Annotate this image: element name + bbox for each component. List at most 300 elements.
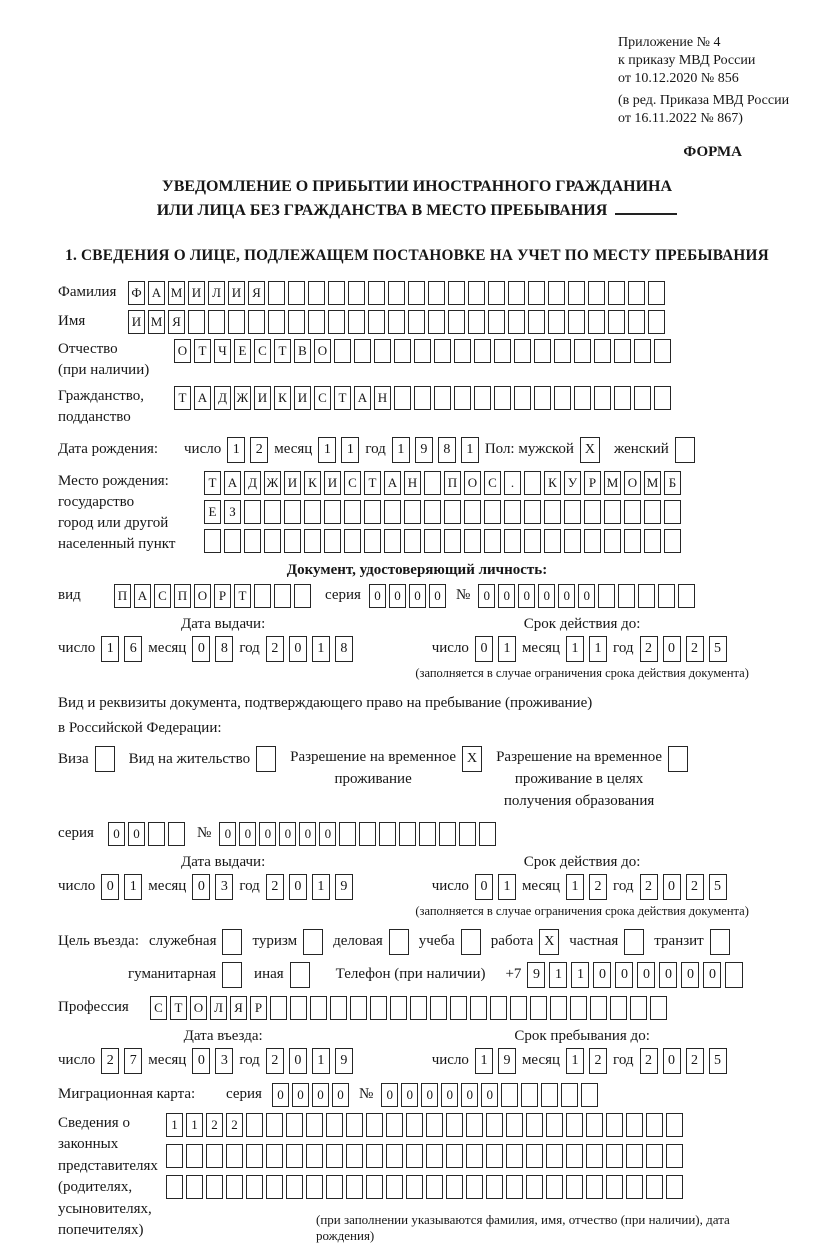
form-cell[interactable]	[394, 339, 411, 363]
form-cell[interactable]: К	[274, 386, 291, 410]
form-cell[interactable]: .	[504, 471, 521, 495]
form-cell[interactable]: Т	[174, 386, 191, 410]
form-cell[interactable]	[566, 1113, 583, 1137]
form-cell[interactable]	[286, 1113, 303, 1137]
form-cell[interactable]	[204, 529, 221, 553]
form-cell[interactable]	[168, 822, 185, 846]
form-cell[interactable]: М	[644, 471, 661, 495]
form-cell[interactable]	[334, 339, 351, 363]
form-cell[interactable]: 0	[593, 962, 611, 988]
form-cell[interactable]	[650, 996, 667, 1020]
form-cell[interactable]	[584, 500, 601, 524]
form-cell[interactable]: С	[484, 471, 501, 495]
form-cell[interactable]	[648, 310, 665, 334]
form-cell[interactable]	[608, 281, 625, 305]
form-cell[interactable]: 1	[498, 636, 516, 662]
form-cell[interactable]: 1	[312, 874, 330, 900]
form-cell[interactable]	[604, 500, 621, 524]
form-cell[interactable]: О	[190, 996, 207, 1020]
form-cell[interactable]: 0	[703, 962, 721, 988]
form-cell[interactable]	[306, 1113, 323, 1137]
form-cell[interactable]: И	[128, 310, 145, 334]
form-cell[interactable]: 0	[429, 584, 446, 608]
form-cell[interactable]: 0	[299, 822, 316, 846]
form-cell[interactable]	[474, 386, 491, 410]
form-cell[interactable]: Ж	[234, 386, 251, 410]
form-cell[interactable]	[450, 996, 467, 1020]
form-cell[interactable]: 0	[475, 636, 493, 662]
form-cell[interactable]	[346, 1113, 363, 1137]
form-cell[interactable]	[359, 822, 376, 846]
form-cell[interactable]: 0	[101, 874, 119, 900]
form-cell[interactable]: 1	[571, 962, 589, 988]
form-cell[interactable]	[246, 1113, 263, 1137]
form-cell[interactable]	[548, 310, 565, 334]
form-cell[interactable]	[588, 281, 605, 305]
form-cell[interactable]	[628, 281, 645, 305]
form-cell[interactable]: М	[604, 471, 621, 495]
form-cell[interactable]	[410, 996, 427, 1020]
form-cell[interactable]	[368, 281, 385, 305]
form-cell[interactable]	[544, 500, 561, 524]
form-cell[interactable]: Ж	[264, 471, 281, 495]
form-cell[interactable]: 1	[312, 1048, 330, 1074]
form-cell[interactable]	[348, 310, 365, 334]
form-cell[interactable]: А	[224, 471, 241, 495]
form-cell[interactable]: А	[384, 471, 401, 495]
form-cell[interactable]	[586, 1144, 603, 1168]
form-cell[interactable]: 1	[566, 1048, 584, 1074]
residence-permit-checkbox[interactable]	[256, 746, 276, 772]
form-cell[interactable]	[526, 1144, 543, 1168]
form-cell[interactable]	[379, 822, 396, 846]
form-cell[interactable]	[666, 1175, 683, 1199]
form-cell[interactable]	[294, 584, 311, 608]
form-cell[interactable]	[644, 529, 661, 553]
form-cell[interactable]: М	[148, 310, 165, 334]
form-cell[interactable]	[406, 1113, 423, 1137]
form-cell[interactable]: С	[344, 471, 361, 495]
form-cell[interactable]: Е	[204, 500, 221, 524]
form-cell[interactable]	[344, 529, 361, 553]
form-cell[interactable]	[388, 310, 405, 334]
form-cell[interactable]	[308, 310, 325, 334]
form-cell[interactable]: 2	[266, 1048, 284, 1074]
form-cell[interactable]	[414, 339, 431, 363]
purpose-study-checkbox[interactable]	[461, 929, 481, 955]
form-cell[interactable]	[448, 310, 465, 334]
form-cell[interactable]: 2	[640, 1048, 658, 1074]
form-cell[interactable]: 2	[589, 874, 607, 900]
form-cell[interactable]: 0	[659, 962, 677, 988]
form-cell[interactable]: 9	[335, 1048, 353, 1074]
form-cell[interactable]	[488, 281, 505, 305]
purpose-business-checkbox[interactable]	[389, 929, 409, 955]
form-cell[interactable]	[524, 471, 541, 495]
form-cell[interactable]	[464, 500, 481, 524]
form-cell[interactable]: И	[188, 281, 205, 305]
form-cell[interactable]	[306, 1144, 323, 1168]
form-cell[interactable]: 0	[219, 822, 236, 846]
form-cell[interactable]: 0	[312, 1083, 329, 1107]
form-cell[interactable]	[508, 310, 525, 334]
form-cell[interactable]	[448, 281, 465, 305]
form-cell[interactable]: 2	[250, 437, 268, 463]
form-cell[interactable]	[646, 1175, 663, 1199]
form-cell[interactable]: 5	[709, 636, 727, 662]
purpose-work-checkbox[interactable]: X	[539, 929, 559, 955]
form-cell[interactable]: Т	[194, 339, 211, 363]
form-cell[interactable]	[244, 529, 261, 553]
form-cell[interactable]	[304, 529, 321, 553]
form-cell[interactable]	[266, 1113, 283, 1137]
form-cell[interactable]	[466, 1144, 483, 1168]
form-cell[interactable]	[434, 339, 451, 363]
form-cell[interactable]	[439, 822, 456, 846]
form-cell[interactable]	[346, 1144, 363, 1168]
form-cell[interactable]	[586, 1113, 603, 1137]
form-cell[interactable]	[490, 996, 507, 1020]
form-cell[interactable]: 9	[335, 874, 353, 900]
form-cell[interactable]	[568, 310, 585, 334]
form-cell[interactable]: Я	[168, 310, 185, 334]
form-cell[interactable]	[406, 1175, 423, 1199]
form-cell[interactable]	[566, 1144, 583, 1168]
form-cell[interactable]: 2	[589, 1048, 607, 1074]
form-cell[interactable]: 0	[538, 584, 555, 608]
form-cell[interactable]	[384, 500, 401, 524]
form-cell[interactable]	[550, 996, 567, 1020]
form-cell[interactable]	[308, 281, 325, 305]
form-cell[interactable]	[468, 281, 485, 305]
form-cell[interactable]: Д	[214, 386, 231, 410]
form-cell[interactable]	[339, 822, 356, 846]
form-cell[interactable]: И	[254, 386, 271, 410]
form-cell[interactable]	[546, 1175, 563, 1199]
form-cell[interactable]	[288, 281, 305, 305]
form-cell[interactable]	[324, 500, 341, 524]
form-cell[interactable]: Т	[364, 471, 381, 495]
form-cell[interactable]: 0	[389, 584, 406, 608]
form-cell[interactable]	[638, 584, 655, 608]
form-cell[interactable]	[574, 386, 591, 410]
form-cell[interactable]	[310, 996, 327, 1020]
form-cell[interactable]	[394, 386, 411, 410]
form-cell[interactable]	[246, 1175, 263, 1199]
form-cell[interactable]	[386, 1175, 403, 1199]
form-cell[interactable]: 2	[266, 636, 284, 662]
purpose-other-checkbox[interactable]	[290, 962, 310, 988]
form-cell[interactable]	[419, 822, 436, 846]
form-cell[interactable]: С	[150, 996, 167, 1020]
form-cell[interactable]	[570, 996, 587, 1020]
form-cell[interactable]: Т	[334, 386, 351, 410]
form-cell[interactable]: 8	[438, 437, 456, 463]
form-cell[interactable]	[584, 529, 601, 553]
form-cell[interactable]: И	[324, 471, 341, 495]
form-cell[interactable]: 0	[558, 584, 575, 608]
form-cell[interactable]	[426, 1175, 443, 1199]
form-cell[interactable]	[386, 1144, 403, 1168]
form-cell[interactable]: 1	[101, 636, 119, 662]
form-cell[interactable]	[634, 386, 651, 410]
form-cell[interactable]	[506, 1175, 523, 1199]
form-cell[interactable]: 9	[415, 437, 433, 463]
form-cell[interactable]	[506, 1113, 523, 1137]
form-cell[interactable]	[388, 281, 405, 305]
form-cell[interactable]	[486, 1144, 503, 1168]
form-cell[interactable]	[468, 310, 485, 334]
form-cell[interactable]	[528, 310, 545, 334]
form-cell[interactable]	[508, 281, 525, 305]
form-cell[interactable]	[574, 339, 591, 363]
form-cell[interactable]	[658, 584, 675, 608]
form-cell[interactable]: 5	[709, 1048, 727, 1074]
form-cell[interactable]: Ф	[128, 281, 145, 305]
form-cell[interactable]: 1	[566, 874, 584, 900]
form-cell[interactable]	[486, 1113, 503, 1137]
form-cell[interactable]	[290, 996, 307, 1020]
form-cell[interactable]: М	[168, 281, 185, 305]
form-cell[interactable]: 0	[108, 822, 125, 846]
form-cell[interactable]	[326, 1113, 343, 1137]
form-cell[interactable]	[148, 822, 165, 846]
form-cell[interactable]: Л	[210, 996, 227, 1020]
form-cell[interactable]	[664, 500, 681, 524]
form-cell[interactable]	[434, 386, 451, 410]
form-cell[interactable]: 9	[498, 1048, 516, 1074]
form-cell[interactable]	[446, 1144, 463, 1168]
form-cell[interactable]	[246, 1144, 263, 1168]
form-cell[interactable]	[648, 281, 665, 305]
form-cell[interactable]	[514, 386, 531, 410]
form-cell[interactable]	[466, 1175, 483, 1199]
form-cell[interactable]	[424, 529, 441, 553]
form-cell[interactable]: У	[564, 471, 581, 495]
form-cell[interactable]	[224, 529, 241, 553]
form-cell[interactable]: Я	[230, 996, 247, 1020]
form-cell[interactable]: 0	[369, 584, 386, 608]
form-cell[interactable]	[274, 584, 291, 608]
form-cell[interactable]: 1	[341, 437, 359, 463]
form-cell[interactable]: 0	[475, 874, 493, 900]
form-cell[interactable]	[244, 500, 261, 524]
form-cell[interactable]	[528, 281, 545, 305]
form-cell[interactable]	[166, 1144, 183, 1168]
form-cell[interactable]: 0	[421, 1083, 438, 1107]
form-cell[interactable]	[206, 1175, 223, 1199]
form-cell[interactable]	[488, 310, 505, 334]
form-cell[interactable]	[304, 500, 321, 524]
purpose-private-checkbox[interactable]	[624, 929, 644, 955]
form-cell[interactable]	[594, 339, 611, 363]
form-cell[interactable]: К	[544, 471, 561, 495]
form-cell[interactable]	[428, 281, 445, 305]
form-cell[interactable]	[344, 500, 361, 524]
form-cell[interactable]	[479, 822, 496, 846]
form-cell[interactable]	[348, 281, 365, 305]
form-cell[interactable]: 3	[215, 1048, 233, 1074]
form-cell[interactable]: И	[284, 471, 301, 495]
form-cell[interactable]	[626, 1144, 643, 1168]
form-cell[interactable]: А	[134, 584, 151, 608]
form-cell[interactable]: Б	[664, 471, 681, 495]
form-cell[interactable]	[725, 962, 743, 988]
form-cell[interactable]	[494, 386, 511, 410]
form-cell[interactable]: А	[194, 386, 211, 410]
form-cell[interactable]: П	[174, 584, 191, 608]
form-cell[interactable]	[288, 310, 305, 334]
temp-permit-checkbox[interactable]: X	[462, 746, 482, 772]
form-cell[interactable]	[266, 1144, 283, 1168]
form-cell[interactable]: Д	[244, 471, 261, 495]
form-cell[interactable]	[598, 584, 615, 608]
form-cell[interactable]: 1	[186, 1113, 203, 1137]
form-cell[interactable]	[590, 996, 607, 1020]
form-cell[interactable]	[654, 339, 671, 363]
form-cell[interactable]: 1	[589, 636, 607, 662]
form-cell[interactable]	[248, 310, 265, 334]
form-cell[interactable]	[414, 386, 431, 410]
form-cell[interactable]: И	[294, 386, 311, 410]
form-cell[interactable]: А	[354, 386, 371, 410]
form-cell[interactable]	[466, 1113, 483, 1137]
form-cell[interactable]: 1	[549, 962, 567, 988]
form-cell[interactable]	[630, 996, 647, 1020]
form-cell[interactable]: 1	[498, 874, 516, 900]
form-cell[interactable]	[614, 339, 631, 363]
form-cell[interactable]	[594, 386, 611, 410]
form-cell[interactable]	[534, 386, 551, 410]
form-cell[interactable]	[510, 996, 527, 1020]
form-cell[interactable]	[504, 500, 521, 524]
form-cell[interactable]: 2	[686, 874, 704, 900]
purpose-official-checkbox[interactable]	[222, 929, 242, 955]
form-cell[interactable]	[484, 500, 501, 524]
form-cell[interactable]	[326, 1175, 343, 1199]
form-cell[interactable]	[364, 529, 381, 553]
form-cell[interactable]: 8	[215, 636, 233, 662]
form-cell[interactable]	[646, 1113, 663, 1137]
form-cell[interactable]: 1	[312, 636, 330, 662]
form-cell[interactable]	[624, 500, 641, 524]
form-cell[interactable]: К	[304, 471, 321, 495]
form-cell[interactable]	[366, 1175, 383, 1199]
form-cell[interactable]	[208, 310, 225, 334]
form-cell[interactable]	[346, 1175, 363, 1199]
form-cell[interactable]: И	[228, 281, 245, 305]
form-cell[interactable]: Т	[204, 471, 221, 495]
form-cell[interactable]: Р	[584, 471, 601, 495]
form-cell[interactable]	[464, 529, 481, 553]
form-cell[interactable]: О	[314, 339, 331, 363]
form-cell[interactable]	[404, 500, 421, 524]
form-cell[interactable]	[328, 310, 345, 334]
form-cell[interactable]	[678, 584, 695, 608]
form-cell[interactable]: 0	[441, 1083, 458, 1107]
form-cell[interactable]: О	[624, 471, 641, 495]
form-cell[interactable]: 1	[392, 437, 410, 463]
form-cell[interactable]: П	[444, 471, 461, 495]
form-cell[interactable]: 5	[709, 874, 727, 900]
form-cell[interactable]: 0	[332, 1083, 349, 1107]
form-cell[interactable]: 1	[166, 1113, 183, 1137]
form-cell[interactable]	[504, 529, 521, 553]
form-cell[interactable]	[254, 584, 271, 608]
form-cell[interactable]	[494, 339, 511, 363]
form-cell[interactable]	[634, 339, 651, 363]
form-cell[interactable]	[541, 1083, 558, 1107]
form-cell[interactable]	[264, 529, 281, 553]
form-cell[interactable]	[286, 1144, 303, 1168]
form-cell[interactable]: Н	[374, 386, 391, 410]
form-cell[interactable]: Р	[214, 584, 231, 608]
form-cell[interactable]	[286, 1175, 303, 1199]
form-cell[interactable]: 0	[381, 1083, 398, 1107]
form-cell[interactable]	[364, 500, 381, 524]
form-cell[interactable]	[644, 500, 661, 524]
form-cell[interactable]	[384, 529, 401, 553]
form-cell[interactable]	[264, 500, 281, 524]
form-cell[interactable]: Я	[248, 281, 265, 305]
form-cell[interactable]: Т	[170, 996, 187, 1020]
form-cell[interactable]	[374, 339, 391, 363]
form-cell[interactable]	[521, 1083, 538, 1107]
edu-permit-checkbox[interactable]	[668, 746, 688, 772]
form-cell[interactable]: З	[224, 500, 241, 524]
form-cell[interactable]	[606, 1113, 623, 1137]
form-cell[interactable]	[606, 1175, 623, 1199]
form-cell[interactable]: С	[154, 584, 171, 608]
form-cell[interactable]	[268, 281, 285, 305]
form-cell[interactable]	[226, 1175, 243, 1199]
form-cell[interactable]	[474, 339, 491, 363]
form-cell[interactable]	[654, 386, 671, 410]
form-cell[interactable]	[548, 281, 565, 305]
form-cell[interactable]: 2	[101, 1048, 119, 1074]
form-cell[interactable]	[430, 996, 447, 1020]
form-cell[interactable]	[268, 310, 285, 334]
form-cell[interactable]	[470, 996, 487, 1020]
form-cell[interactable]: Ч	[214, 339, 231, 363]
form-cell[interactable]: 0	[663, 874, 681, 900]
form-cell[interactable]	[266, 1175, 283, 1199]
form-cell[interactable]	[188, 310, 205, 334]
form-cell[interactable]	[404, 529, 421, 553]
form-cell[interactable]: Е	[234, 339, 251, 363]
form-cell[interactable]: Н	[404, 471, 421, 495]
form-cell[interactable]: 0	[481, 1083, 498, 1107]
male-checkbox[interactable]: X	[580, 437, 600, 463]
form-cell[interactable]	[390, 996, 407, 1020]
form-cell[interactable]	[306, 1175, 323, 1199]
form-cell[interactable]	[366, 1144, 383, 1168]
form-cell[interactable]: 0	[239, 822, 256, 846]
form-cell[interactable]	[626, 1113, 643, 1137]
form-cell[interactable]	[408, 281, 425, 305]
form-cell[interactable]	[666, 1113, 683, 1137]
visa-checkbox[interactable]	[95, 746, 115, 772]
form-cell[interactable]	[446, 1175, 463, 1199]
form-cell[interactable]	[426, 1144, 443, 1168]
form-cell[interactable]: О	[464, 471, 481, 495]
form-cell[interactable]	[588, 310, 605, 334]
form-cell[interactable]	[614, 386, 631, 410]
form-cell[interactable]	[626, 1175, 643, 1199]
form-cell[interactable]: 2	[686, 636, 704, 662]
form-cell[interactable]	[444, 500, 461, 524]
female-checkbox[interactable]	[675, 437, 695, 463]
